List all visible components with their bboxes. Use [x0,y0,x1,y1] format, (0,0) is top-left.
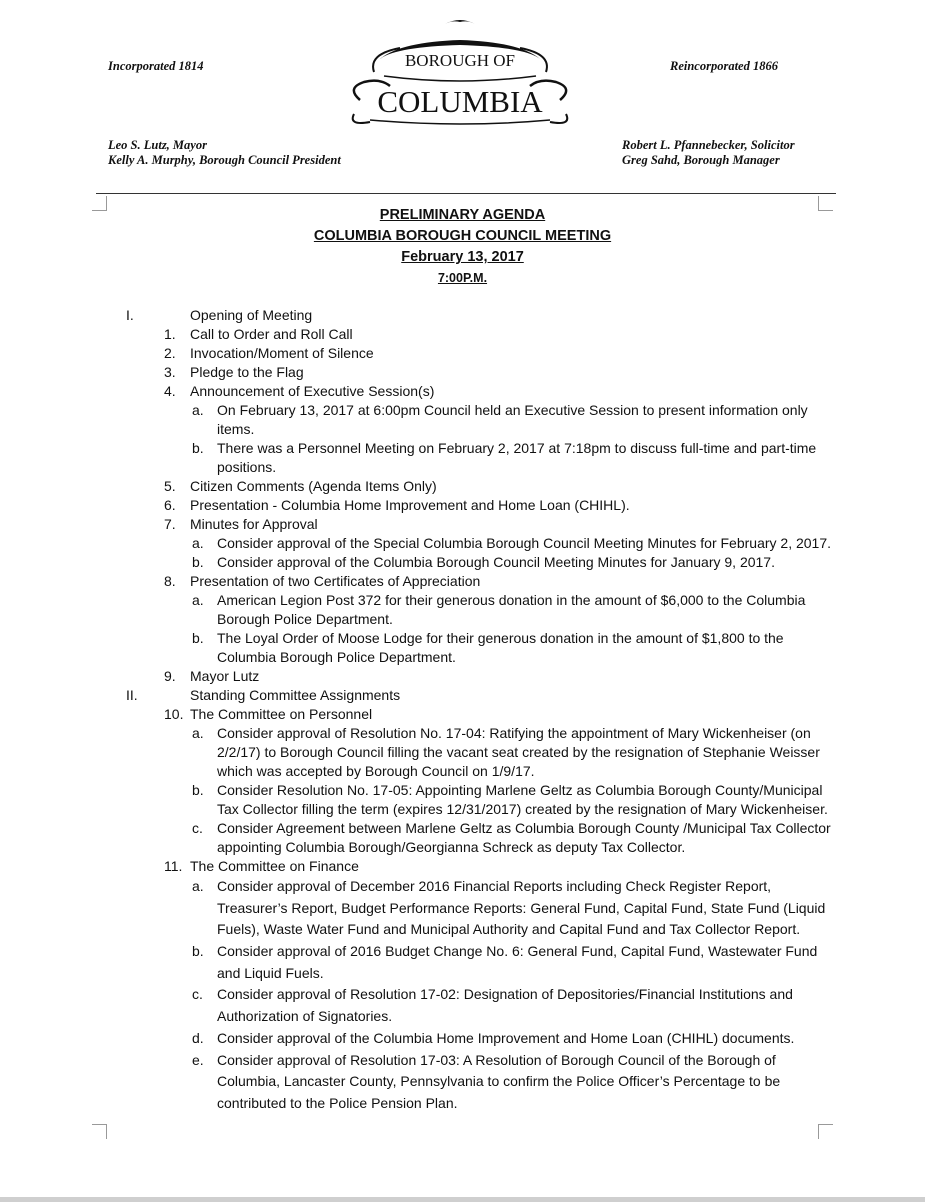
list-item [0,857,925,876]
sub-item-letter: b. [192,554,204,570]
sub-item-letter: b. [192,630,204,646]
list-item [0,705,925,724]
section-marker: II. [126,687,138,703]
sub-item-text: Authorization of Signatories. [217,1008,393,1025]
item-text: Citizen Comments (Agenda Items Only) [190,478,437,494]
sub-item-letter: a. [192,402,204,418]
item-number: 4. [164,383,176,399]
sub-item [0,534,925,553]
sub-item-text: which was accepted by Borough Council on 1/9/17. [217,763,535,779]
sub-item-letter: b. [192,943,204,960]
sub-item-text: The Loyal Order of Moose Lodge for their generous donation in the amount of $1,800 to the [217,630,784,646]
sub-item-text: Consider approval of Resolution No. 17-04: Ratifying the appointment of Mary Wickenheiser (on [217,725,811,741]
council-president-name: Kelly A. Murphy, Borough Council President [108,153,341,167]
list-item [0,572,925,591]
sub-item-letter: a. [192,592,204,608]
section-heading [0,306,925,325]
section-title: Standing Committee Assignments [190,687,401,703]
item-text: The Committee on Personnel [190,706,373,722]
sub-item-continuation [0,838,925,857]
sub-item-continuation [0,800,925,819]
title-meeting-date: February 13, 2017 [401,249,524,265]
officials-right [622,138,795,168]
sub-item-letter: a. [192,878,204,894]
item-text: Mayor Lutz [190,668,260,684]
sub-item-text: Consider approval of December 2016 Financial Reports including Check Register Report, [217,878,772,894]
sub-item [0,1028,925,1050]
sub-item-continuation [0,762,925,781]
sub-item-continuation [0,420,925,439]
sub-item-text: Tax Collector filling the term (expires 12/31/2017) created by the resignation of Mary Wickenheiser. [217,801,828,817]
item-text: Call to Order and Roll Call [190,326,353,342]
sub-item-letter: d. [192,1029,204,1046]
sub-item-continuation [0,1071,925,1093]
sub-item-text: Fuels), Waste Water Fund and Municipal Authority and Capital Fund and Tax Collector Report. [217,921,801,938]
sub-item-text: Treasurer’s Report, Budget Performance Reports: General Fund, Capital Fund, State Fund (Liquid [217,899,826,916]
sub-item-text: Consider Agreement between Marlene Geltz as Columbia Borough County /Municipal Tax Collector [217,820,831,836]
sub-item-letter: b. [192,782,204,798]
solicitor-name: Robert L. Pfannebecker, Solicitor [622,138,795,152]
sub-item [0,781,925,800]
sub-item-text: items. [217,421,255,437]
item-text: Presentation - Columbia Home Improvement and Home Loan (CHIHL). [190,497,630,513]
item-text: Invocation/Moment of Silence [190,345,374,361]
item-number: 5. [164,478,176,494]
sub-item-letter: a. [192,725,204,741]
sub-item-text: Consider approval of the Columbia Home Improvement and Home Loan (CHIHL) documents. [217,1029,795,1046]
sub-item-continuation [0,743,925,762]
list-item [0,477,925,496]
sub-item-letter: e. [192,1051,204,1068]
sub-item-text: Columbia, Lancaster County, Pennsylvania to confirm the Police Officer’s Percentage to be [217,1073,781,1090]
list-item [0,363,925,382]
margin-mark-bottom-right [818,1124,833,1139]
sub-item-continuation [0,1006,925,1028]
incorporated-date: Incorporated 1814 [108,59,204,73]
borough-logo [340,14,580,132]
item-number: 1. [164,326,176,342]
sub-item [0,876,925,898]
sub-item-continuation [0,919,925,941]
section-marker: I. [126,307,134,323]
sub-item-continuation [0,898,925,920]
sub-item-continuation [0,963,925,985]
sub-item-continuation [0,610,925,629]
sub-item-text: Consider Resolution No. 17-05: Appointing Marlene Geltz as Columbia Borough County/Municipal [217,782,823,798]
sub-item-text: and Liquid Fuels. [217,964,324,981]
item-number: 7. [164,516,176,532]
title-meeting-name: COLUMBIA BOROUGH COUNCIL MEETING [313,228,612,244]
sub-item [0,401,925,420]
sub-item [0,553,925,572]
item-number: 3. [164,364,176,380]
item-text: Minutes for Approval [190,516,318,532]
sub-item-text: On February 13, 2017 at 6:00pm Council held an Executive Session to present information only [217,402,808,418]
list-item [0,344,925,363]
sub-item-letter: c. [192,986,203,1003]
mayor-name: Leo S. Lutz, Mayor [108,138,207,152]
item-number: 10. [164,706,184,722]
sub-item-continuation [0,648,925,667]
item-number: 8. [164,573,176,589]
item-number: 6. [164,497,176,513]
sub-item-text: Consider approval of Resolution 17-02: Designation of Depositories/Financial Institutions and [217,986,793,1003]
sub-item [0,439,925,458]
sub-item-text: 2/2/17) to Borough Council filling the vacant seat created by the resignation of Stephanie Weisser [217,744,820,760]
sub-item-text: positions. [217,459,277,475]
item-number: 9. [164,668,176,684]
sub-item-letter: c. [192,820,203,836]
agenda-title-block [0,205,925,289]
section-heading [0,686,925,705]
sub-item-text: appointing Columbia Borough/Georgianna Schreck as deputy Tax Collector. [217,839,686,855]
sub-item [0,629,925,648]
section-title: Opening of Meeting [190,307,313,323]
item-text: Pledge to the Flag [190,364,304,380]
list-item [0,667,925,686]
manager-name: Greg Sahd, Borough Manager [622,153,780,167]
sub-item-continuation [0,1093,925,1115]
sub-item-letter: a. [192,535,204,551]
sub-item [0,819,925,838]
sub-item-text: Consider approval of 2016 Budget Change No. 6: General Fund, Capital Fund, Wastewater Fund [217,943,818,960]
margin-mark-bottom-left [92,1124,107,1139]
item-number: 2. [164,345,176,361]
sub-item-text: American Legion Post 372 for their generous donation in the amount of $6,000 to the Columbia [217,592,806,608]
officials-left [108,138,341,168]
list-item [0,382,925,401]
sub-item [0,591,925,610]
logo-text-bottom: COLUMBIA [377,84,543,119]
title-preliminary-agenda: PRELIMINARY AGENDA [379,207,546,223]
item-text: Presentation of two Certificates of Appreciation [190,573,481,589]
sub-item-text: There was a Personnel Meeting on February 2, 2017 at 7:18pm to discuss full-time and part-time [217,440,817,456]
sub-item-text: contributed to the Police Pension Plan. [217,1094,458,1111]
sub-item [0,984,925,1006]
sub-item-text: Consider approval of Resolution 17-03: A Resolution of Borough Council of the Borough of [217,1051,776,1068]
item-text: Announcement of Executive Session(s) [190,383,435,399]
sub-item-text: Borough Police Department. [217,611,393,627]
item-text: The Committee on Finance [190,858,359,874]
item-number: 11. [164,858,183,874]
list-item [0,496,925,515]
sub-item [0,941,925,963]
logo-text-top: BOROUGH OF [404,51,516,70]
sub-item-continuation [0,458,925,477]
sub-item-letter: b. [192,440,204,456]
page-bottom-edge [0,1197,925,1202]
title-meeting-time: 7:00P.M. [437,271,488,285]
header-divider [96,193,836,194]
agenda-list [0,306,925,1115]
sub-item [0,724,925,743]
list-item [0,515,925,534]
sub-item [0,1050,925,1072]
list-item [0,325,925,344]
sub-item-text: Consider approval of the Columbia Borough Council Meeting Minutes for January 9, 2017. [217,554,775,570]
sub-item-text: Consider approval of the Special Columbia Borough Council Meeting Minutes for February 2, 2017. [217,535,832,551]
reincorporated-date: Reincorporated 1866 [670,59,778,73]
sub-item-text: Columbia Borough Police Department. [217,649,456,665]
